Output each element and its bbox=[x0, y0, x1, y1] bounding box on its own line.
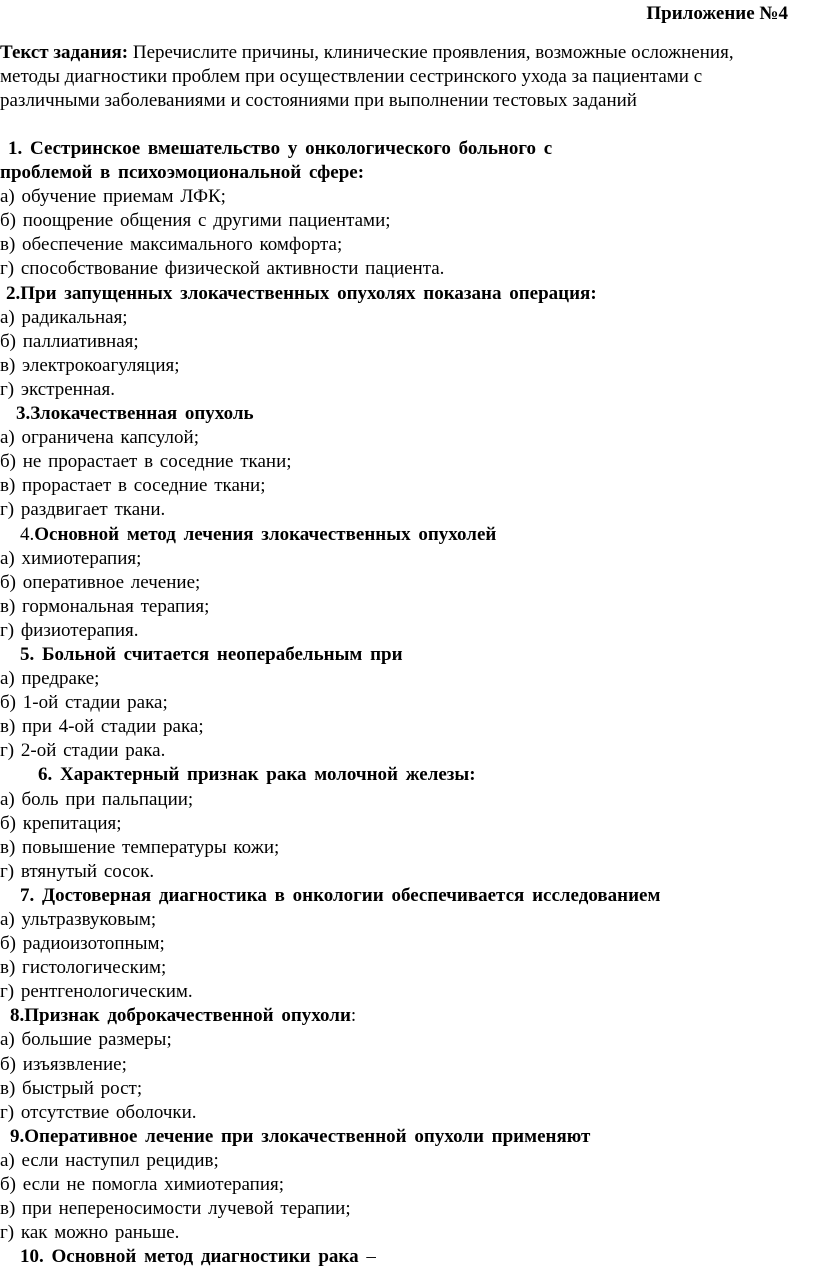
question-3-heading: 3.Злокачественная опухоль bbox=[16, 403, 254, 425]
question-9-option-a: а) если наступил рецидив; bbox=[0, 1149, 219, 1171]
question-1-heading-cont: проблемой в психоэмоциональной сфере: bbox=[0, 162, 365, 184]
question-2-option-a: а) радикальная; bbox=[0, 306, 128, 328]
question-6-option-a: а) боль при пальпации; bbox=[0, 788, 194, 810]
question-5-option-a: а) предраке; bbox=[0, 668, 100, 690]
question-9-option-c: в) при непереносимости лучевой терапии; bbox=[0, 1198, 351, 1220]
question-4-number: 4. bbox=[20, 523, 35, 545]
question-3-option-a: а) ограничена капсулой; bbox=[0, 427, 199, 449]
question-5-heading: 5. Больной считается неоперабельным при bbox=[20, 643, 403, 665]
question-8-option-a: а) большие размеры; bbox=[0, 1029, 172, 1051]
questions-list bbox=[0, 137, 816, 1269]
question-6-option-c: в) повышение температуры кожи; bbox=[0, 836, 280, 858]
question-3-option-d: г) раздвигает ткани. bbox=[0, 499, 166, 521]
question-3-option-c: в) прорастает в соседние ткани; bbox=[0, 475, 266, 497]
question-7-option-a: а) ультразвуковым; bbox=[0, 909, 157, 930]
question-9-option-d: г) как можно раньше. bbox=[0, 1222, 180, 1244]
question-4-option-a: а) химиотерапия; bbox=[0, 547, 142, 569]
question-5-option-b: б) 1-ой стадии рака; bbox=[0, 692, 168, 714]
question-8-heading-colon: : bbox=[350, 1005, 357, 1027]
question-6-heading: 6. Характерный признак рака молочной железы: bbox=[38, 764, 476, 786]
question-4-heading-text: Основной метод лечения злокачественных опухолей bbox=[34, 523, 497, 545]
question-9-option-b: б) если не помогла химиотерапия; bbox=[0, 1174, 285, 1196]
question-8-option-b: б) изъязвление; bbox=[0, 1053, 127, 1075]
question-5-option-c: в) при 4-ой стадии рака; bbox=[0, 716, 204, 738]
question-7-option-d: г) рентгенологическим. bbox=[0, 981, 193, 1003]
question-7-heading: 7. Достоверная диагностика в онкологии обеспечивается исследованием bbox=[20, 884, 661, 906]
question-7-option-c: в) гистологическим; bbox=[0, 957, 167, 979]
question-2-heading: 2.При запущенных злокачественных опухолях показана операция: bbox=[6, 282, 597, 304]
question-2-option-d: г) экстренная. bbox=[0, 378, 115, 400]
appendix-label: Приложение №4 bbox=[646, 3, 788, 24]
question-1-option-b: б) поощрение общения с другими пациентами; bbox=[0, 210, 391, 232]
question-8-heading bbox=[0, 1004, 816, 1028]
question-3-option-b: б) не прорастает в соседние ткани; bbox=[0, 451, 292, 473]
question-1-option-c: в) обеспечение максимального комфорта; bbox=[0, 234, 343, 256]
question-5-option-d: г) 2-ой стадии рака. bbox=[0, 740, 166, 762]
question-1-option-a: а) обучение приемам ЛФК; bbox=[0, 186, 226, 208]
question-1-heading: 1. Сестринское вмешательство у онкологического больного с bbox=[8, 138, 553, 159]
question-8-option-d: г) отсутствие оболочки. bbox=[0, 1101, 197, 1123]
task-paragraph bbox=[0, 41, 790, 113]
question-4-option-b: б) оперативное лечение; bbox=[0, 571, 201, 593]
question-8-heading-text: 8.Признак доброкачественной опухоли bbox=[10, 1005, 351, 1027]
question-2-option-b: б) паллиативная; bbox=[0, 330, 139, 352]
question-6-option-b: б) крепитация; bbox=[0, 812, 122, 834]
question-2-option-c: в) электрокоагуляция; bbox=[0, 354, 180, 376]
question-10-heading-text: 10. Основной метод диагностики рака bbox=[20, 1246, 359, 1268]
task-text: Перечислите причины, клинические проявления, возможные осложнения, методы диагностики проблем при осуществлении сестринского ухода за пациентами с различными заболеваниями и состояниями при выполнении тестовых заданий bbox=[0, 42, 734, 111]
question-8-option-c: в) быстрый рост; bbox=[0, 1077, 143, 1099]
question-6-option-d: г) втянутый сосок. bbox=[0, 860, 155, 882]
task-label: Текст задания: bbox=[0, 42, 129, 63]
question-4-heading bbox=[0, 523, 816, 547]
question-7-option-b: б) радиоизотопным; bbox=[0, 933, 165, 955]
question-1-option-d: г) способствование физической активности пациента. bbox=[0, 258, 445, 280]
question-10-heading bbox=[0, 1245, 816, 1269]
question-4-option-c: в) гормональная терапия; bbox=[0, 595, 210, 617]
question-4-option-d: г) физиотерапия. bbox=[0, 619, 139, 641]
question-10-heading-dash: – bbox=[358, 1246, 376, 1268]
question-9-heading: 9.Оперативное лечение при злокачественной опухоли применяют bbox=[10, 1125, 591, 1147]
